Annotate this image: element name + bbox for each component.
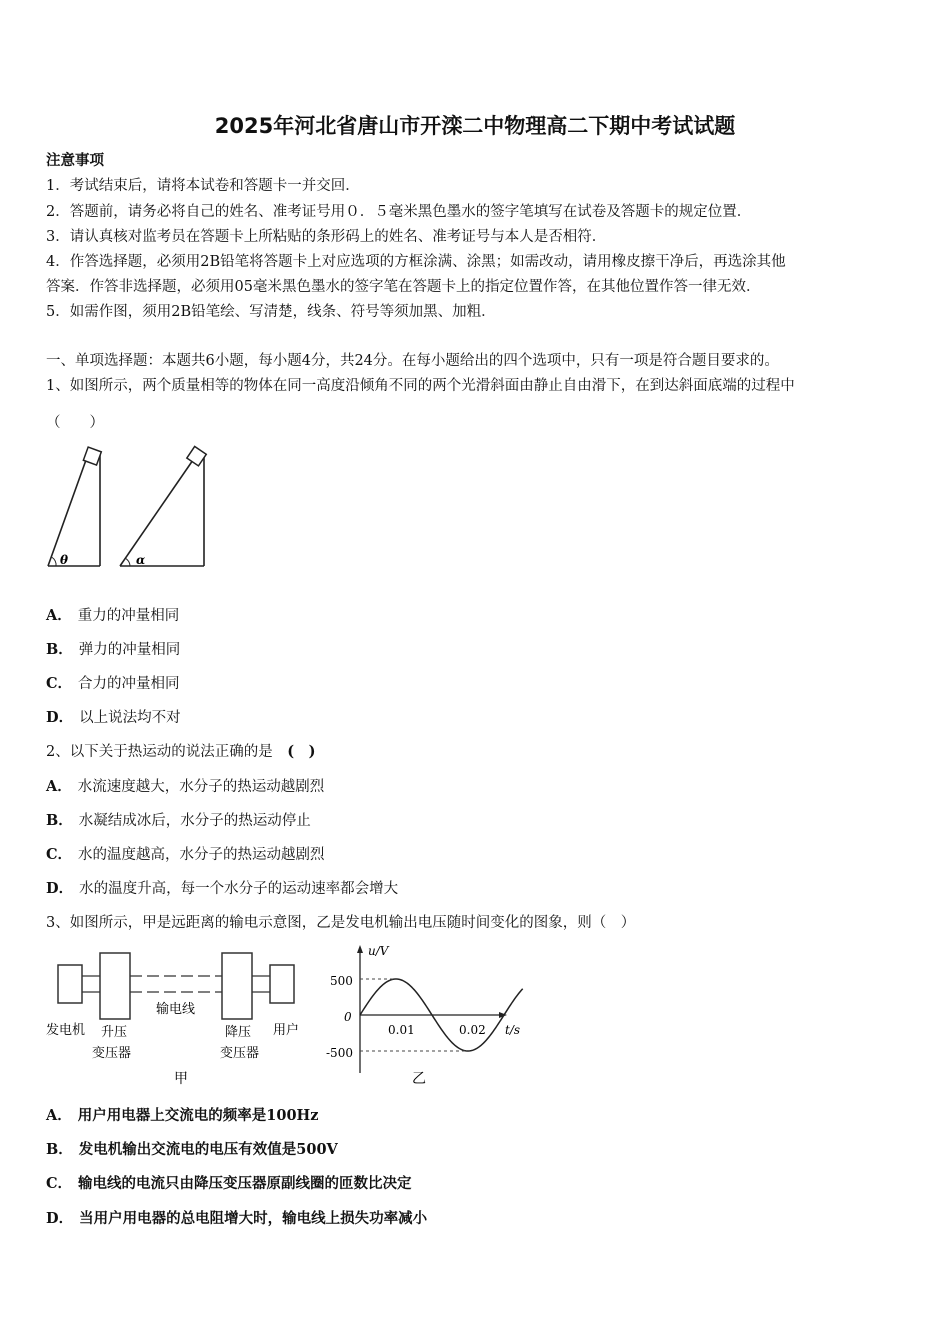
section-heading: 一、单项选择题：本题共6小题，每小题4分，共24分。在每小题给出的四个选项中，只有一项是符合题目要求的。 <box>46 353 779 369</box>
q2-option-d[interactable]: D． 水的温度升高，每一个水分子的运动速率都会增大 <box>46 880 399 897</box>
x-axis-label: t/s <box>505 1023 521 1037</box>
x-tick-001: 0.01 <box>388 1023 415 1037</box>
q3-voltage-graph <box>322 940 532 1090</box>
label-step-down: 降压 <box>225 1025 252 1040</box>
incline-left <box>48 447 101 567</box>
label-user: 用户 <box>273 1023 300 1038</box>
block <box>83 447 101 465</box>
label-step-up-transformer: 变压器 <box>92 1046 132 1061</box>
angle-alpha: α <box>136 553 146 567</box>
y-axis-arrow <box>357 945 363 953</box>
q3-option-d[interactable]: D． 当用户用电器的总电阻增大时，输电线上损失功率减小 <box>46 1210 428 1227</box>
user-box <box>270 965 294 1003</box>
q1-option-c[interactable]: C． 合力的冲量相同 <box>46 675 180 692</box>
q2-option-b[interactable]: B． 水凝结成冰后，水分子的热运动停止 <box>46 812 311 829</box>
q1-option-a[interactable]: A． 重力的冲量相同 <box>46 607 180 624</box>
generator-box <box>58 965 82 1003</box>
step-down-transformer <box>222 953 252 1019</box>
q3-stem: 3、如图所示，甲是远距离的输电示意图，乙是发电机输出电压随时间变化的图象，则（ ） <box>46 915 636 931</box>
notice-item: 2．答题前，请务必将自己的姓名、准考证号用０．５毫米黑色墨水的签字笔填写在试卷及答题卡的规定位置． <box>46 204 752 220</box>
notice-item: 4．作答选择题，必须用2B铅笔将答题卡上对应选项的方框涂满、涂黑；如需改动，请用橡皮擦干净后，再选涂其他 <box>46 254 786 270</box>
page-title: 2025年河北省唐山市开滦二中物理高二下期中考试试题 <box>214 114 736 138</box>
y-tick-pos: 500 <box>330 974 353 988</box>
caption-jia: 甲 <box>174 1071 188 1087</box>
angle-theta: θ <box>60 553 69 567</box>
label-transmission-line: 输电线 <box>156 1002 196 1017</box>
label-generator: 发电机 <box>46 1023 86 1038</box>
origin-label: 0 <box>344 1010 352 1024</box>
notice-heading: 注意事项 <box>46 152 104 169</box>
q1-stem: 1、如图所示，两个质量相等的物体在同一高度沿倾角不同的两个光滑斜面由静止自由滑下，在到达斜面底端的过程中 <box>46 378 795 394</box>
q3-option-a[interactable]: A． 用户用电器上交流电的频率是100Hz <box>46 1107 319 1124</box>
label-step-up: 升压 <box>101 1025 128 1040</box>
incline-right <box>120 446 206 567</box>
y-tick-neg: -500 <box>326 1046 353 1060</box>
q1-option-d[interactable]: D． 以上说法均不对 <box>46 709 181 726</box>
step-up-transformer <box>100 953 130 1019</box>
q1-blank: （ ） <box>46 415 104 431</box>
q3-transmission-diagram <box>44 945 314 1090</box>
x-tick-002: 0.02 <box>459 1023 486 1037</box>
q1-option-b[interactable]: B． 弹力的冲量相同 <box>46 641 181 658</box>
q2-option-a[interactable]: A． 水流速度越大，水分子的热运动越剧烈 <box>46 778 325 795</box>
notice-item: 5．如需作图，须用2B铅笔绘、写清楚，线条、符号等须加黑、加粗． <box>46 304 496 320</box>
q3-option-c[interactable]: C． 输电线的电流只由降压变压器原副线圈的匝数比决定 <box>46 1175 412 1192</box>
y-axis-label: u/V <box>368 944 389 958</box>
q1-incline-figure <box>44 440 214 570</box>
q2-stem: 2、以下关于热运动的说法正确的是 ( ) <box>46 743 316 760</box>
caption-yi: 乙 <box>412 1071 426 1087</box>
label-step-down-transformer: 变压器 <box>220 1046 260 1061</box>
notice-item: 答案．作答非选择题，必须用05毫米黑色墨水的签字笔在答题卡上的指定位置作答，在其他位置作答一律无效． <box>46 279 761 295</box>
notice-item: 3．请认真核对监考员在答题卡上所粘贴的条形码上的姓名、准考证号与本人是否相符． <box>46 229 607 245</box>
notice-item: 1．考试结束后，请将本试卷和答题卡一并交回． <box>46 178 360 194</box>
q2-option-c[interactable]: C． 水的温度越高，水分子的热运动越剧烈 <box>46 846 325 863</box>
q3-option-b[interactable]: B． 发电机输出交流电的电压有效值是500V <box>46 1141 338 1158</box>
